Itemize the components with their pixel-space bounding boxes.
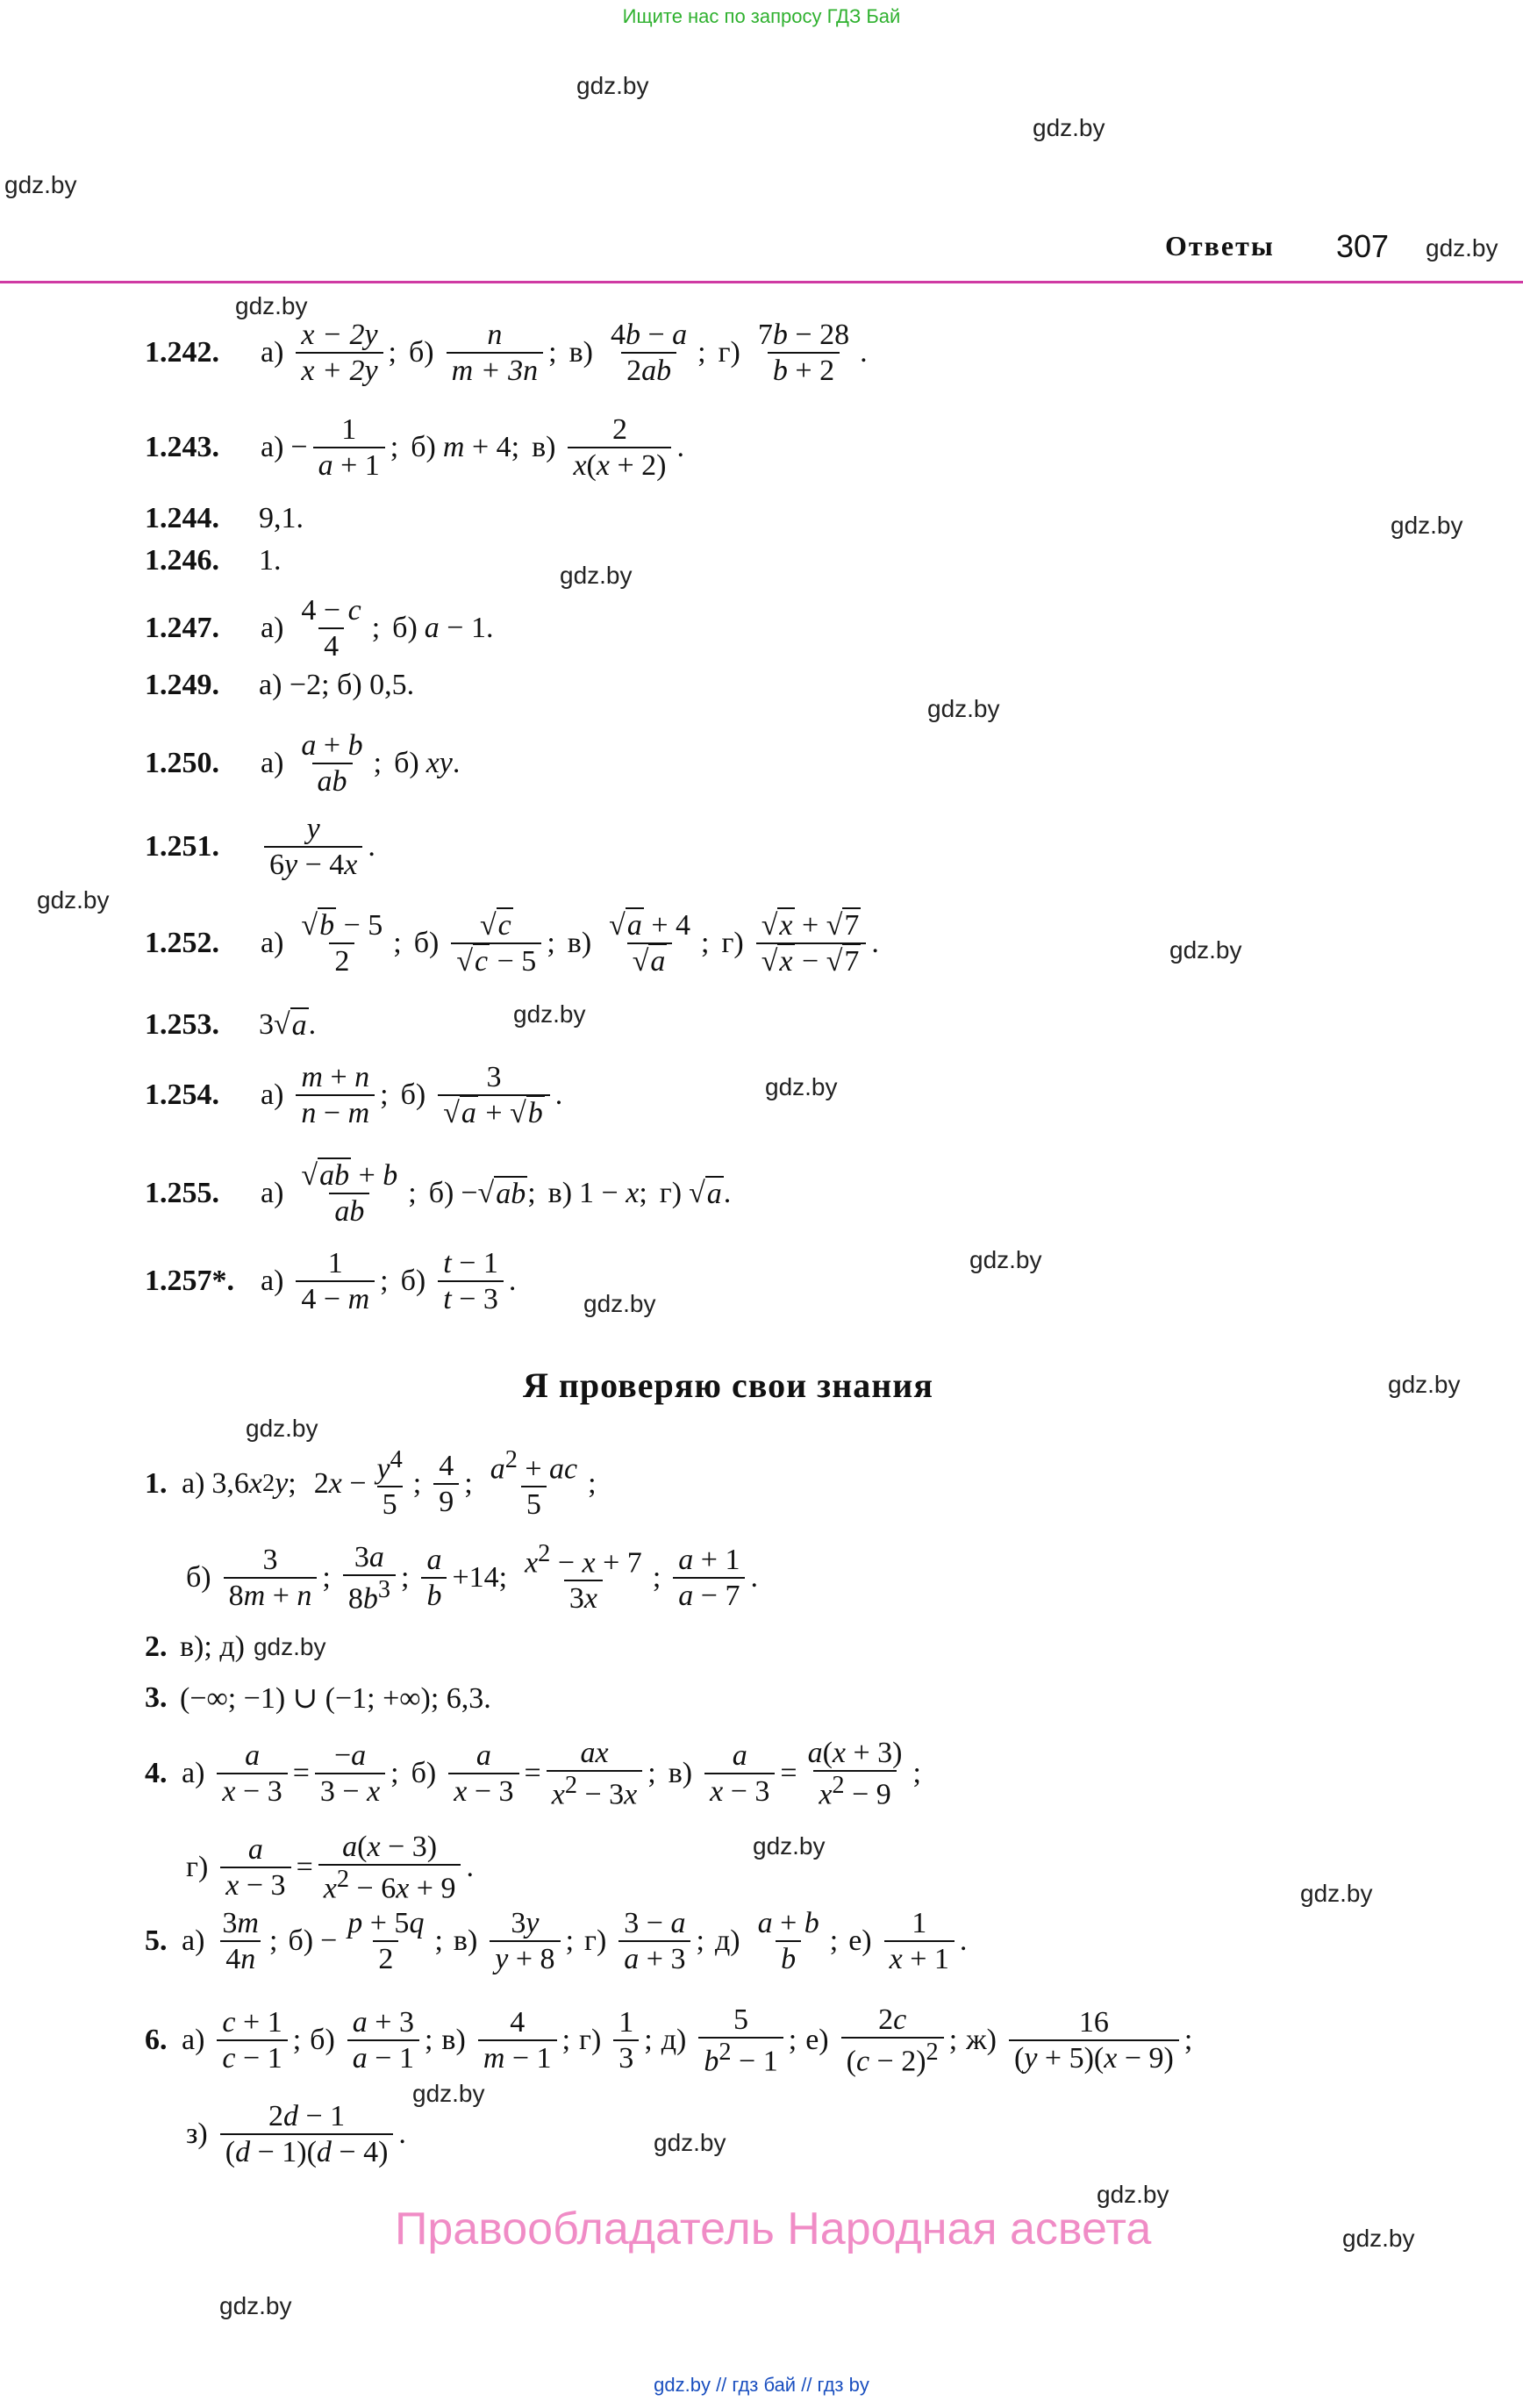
section-title: Я проверяю свои знания	[523, 1365, 933, 1405]
watermark: gdz.by	[576, 72, 649, 99]
check-answer-6z: з) $\frac{2d - 1}{(d - 1)(d - 4)}$ .	[186, 2100, 406, 2169]
footer-links[interactable]: gdz.by // гдз бай // гдз by	[654, 2374, 869, 2396]
watermark: gdz.by	[235, 292, 308, 319]
answer-1-247: 1.247. а) $\frac{4 - c}{4}$ ; б) a − 1.	[145, 594, 494, 663]
answer-number: 1.244.	[145, 502, 219, 534]
watermark: gdz.by	[1388, 1371, 1461, 1398]
watermark: gdz.by	[969, 1246, 1042, 1273]
answer-number: 1.242.	[145, 336, 219, 369]
answer-number: 1.251.	[145, 830, 219, 864]
answer-1-257: 1.257*. а) $\frac{1}{4 - m}$ ; б) $\frac{t - 1}{t - 3}$ .	[145, 1247, 517, 1316]
answer-number: 1.243.	[145, 431, 219, 464]
answer-number: 6.	[145, 2024, 168, 2057]
watermark: gdz.by	[753, 1832, 826, 1860]
answer-number: 5.	[145, 1924, 168, 1958]
watermark: gdz.by	[513, 1000, 586, 1028]
answer-1-254: 1.254. а) $\frac{m + n}{n - m}$ ; б) $\frac{3}{√a + √b}$ .	[145, 1061, 563, 1130]
answer-number: 1.250.	[145, 747, 219, 780]
check-answer-4g: г) $\frac{a}{x - 3}$ = $\frac{a(x - 3)}{x^2 - 6x + 9}$ .	[186, 1831, 474, 1905]
answer-text: 1.	[259, 544, 282, 577]
check-answer-5: 5. а) $\frac{3m}{4n}$ ; б) − $\frac{p + 5q}{2}$ ; в) $\frac{3y}{y + 8}$ ; г) $\frac{3 - a}{a + 3}$ ; д) $\frac{a + b}{b}$ ; е) $\frac{1}{x + 1}$ .	[145, 1907, 968, 1976]
answer-1-252: 1.252. а) $\frac{√b - 5}{2}$ ; б) $\frac{√c}{√c - 5}$ ; в) $\frac{√a + 4}{√a}$ ; г) $\frac{√x + √7}{√x - √7}$ .	[145, 909, 879, 978]
answer-number: 1.249.	[145, 669, 219, 701]
answer-number: 1.253.	[145, 1008, 219, 1041]
watermark: gdz.by	[560, 562, 633, 589]
watermark: gdz.by	[1033, 114, 1105, 141]
watermark: gdz.by	[1169, 936, 1242, 964]
answer-1-251: 1.251. $\frac{y}{6y - 4x}$ .	[145, 813, 375, 882]
answer-number: 1.255.	[145, 1177, 219, 1210]
answer-text: 9,1.	[259, 502, 304, 534]
answer-1-253: 1.253. 3√ a .	[145, 1008, 317, 1042]
watermark: gdz.by	[219, 2292, 292, 2319]
watermark: gdz.by	[927, 695, 1000, 722]
header-title: Ответы	[1165, 230, 1275, 262]
answer-number: 1.254.	[145, 1079, 219, 1112]
answer-number: 1.	[145, 1467, 168, 1501]
watermark: gdz.by	[583, 1290, 656, 1317]
answer-number: 3.	[145, 1681, 168, 1714]
answer-1-242: 1.242. а) $\frac{x - 2y}{x + 2y}$ ; б) $\frac{n}{m + 3n}$ ; в) $\frac{4b - a}{2ab}$ ; г) $\frac{7b - 28}{b + 2}$ .	[145, 319, 868, 388]
check-answer-1b: б) $\frac{3}{8m + n}$ ; $\frac{3a}{8b^3}$ ; $\frac{a}{b}$ +14; $\frac{x^2 - x + 7}{3x}$ ; $\frac{a + 1}{a - 7}$ .	[186, 1540, 758, 1616]
answer-text: а) −2; б) 0,5.	[259, 669, 415, 701]
answer-number: 2.	[145, 1630, 168, 1663]
answer-number: 1.257*.	[145, 1265, 234, 1298]
check-answer-6: 6. а) $\frac{c + 1}{c - 1}$ ; б) $\frac{a + 3}{a - 1}$ ; в) $\frac{4}{m - 1}$ ; г) $\frac{1}{3}$ ; д) $\frac{5}{b^2 - 1}$ ; е) $\frac{2c}{(c - 2)^2}$ ; ж) $\frac{16}{(y + 5)(x - 9)}$ ;	[145, 2003, 1193, 2078]
watermark: gdz.by	[1342, 2225, 1415, 2252]
watermark: gdz.by	[246, 1415, 318, 1442]
page-number: 307	[1336, 228, 1390, 264]
answer-text: (−∞; −1) ∪ (−1; +∞); 6,3.	[180, 1682, 491, 1715]
check-answer-3	[145, 1681, 491, 1716]
watermark: gdz.by	[253, 1633, 326, 1660]
answer-number: 4.	[145, 1757, 168, 1790]
watermark: gdz.by	[37, 886, 110, 914]
copyright-owner: Правообладатель Народная асвета	[395, 2204, 1152, 2254]
check-answer-1: 1. а) 3,6 x 2 y ; 2x − $\frac{y^4}{5}$ ; $\frac{4}{9}$ ; $\frac{a^2 + ac}{5}$ ;	[145, 1446, 597, 1522]
watermark: gdz.by	[654, 2129, 726, 2156]
answer-1-255: 1.255. а) $\frac{√ab + b}{ab}$ ; б) −√ ab ; в) 1 − x ; г) √ a .	[145, 1159, 732, 1229]
header-rule	[0, 281, 1523, 283]
watermark: gdz.by	[1426, 234, 1498, 262]
answer-1-249	[145, 669, 414, 702]
watermark: gdz.by	[765, 1073, 838, 1100]
watermark: gdz.by	[1300, 1880, 1373, 1907]
answer-number: 1.246.	[145, 544, 219, 577]
answer-1-243: 1.243. а) − $\frac{1}{a + 1}$ ; б) m + 4; в) $\frac{2}{x(x + 2)}$ .	[145, 413, 684, 483]
check-answer-4: 4. а) $\frac{a}{x - 3}$ = $\frac{-a}{3 - x}$ ; б) $\frac{a}{x - 3}$ = $\frac{ax}{x^2 - 3x}$ ; в) $\frac{a}{x - 3}$ = $\frac{a(x + 3)}{x^2 - 9}$ ;	[145, 1737, 921, 1811]
check-answer-2	[145, 1630, 325, 1664]
answer-text: в); д)	[180, 1630, 245, 1663]
answer-number: 1.252.	[145, 927, 219, 960]
answer-1-246	[145, 544, 282, 577]
watermark: gdz.by	[412, 2080, 485, 2107]
watermark: gdz.by	[4, 171, 77, 198]
answer-1-250: 1.250. а) $\frac{a + b}{ab}$ ; б) xy .	[145, 729, 461, 799]
top-banner[interactable]: Ищите нас по запросу ГДЗ Бай	[622, 5, 901, 27]
watermark: gdz.by	[1097, 2181, 1169, 2208]
answer-1-244	[145, 502, 304, 535]
watermark: gdz.by	[1391, 512, 1463, 539]
answer-number: 1.247.	[145, 612, 219, 645]
